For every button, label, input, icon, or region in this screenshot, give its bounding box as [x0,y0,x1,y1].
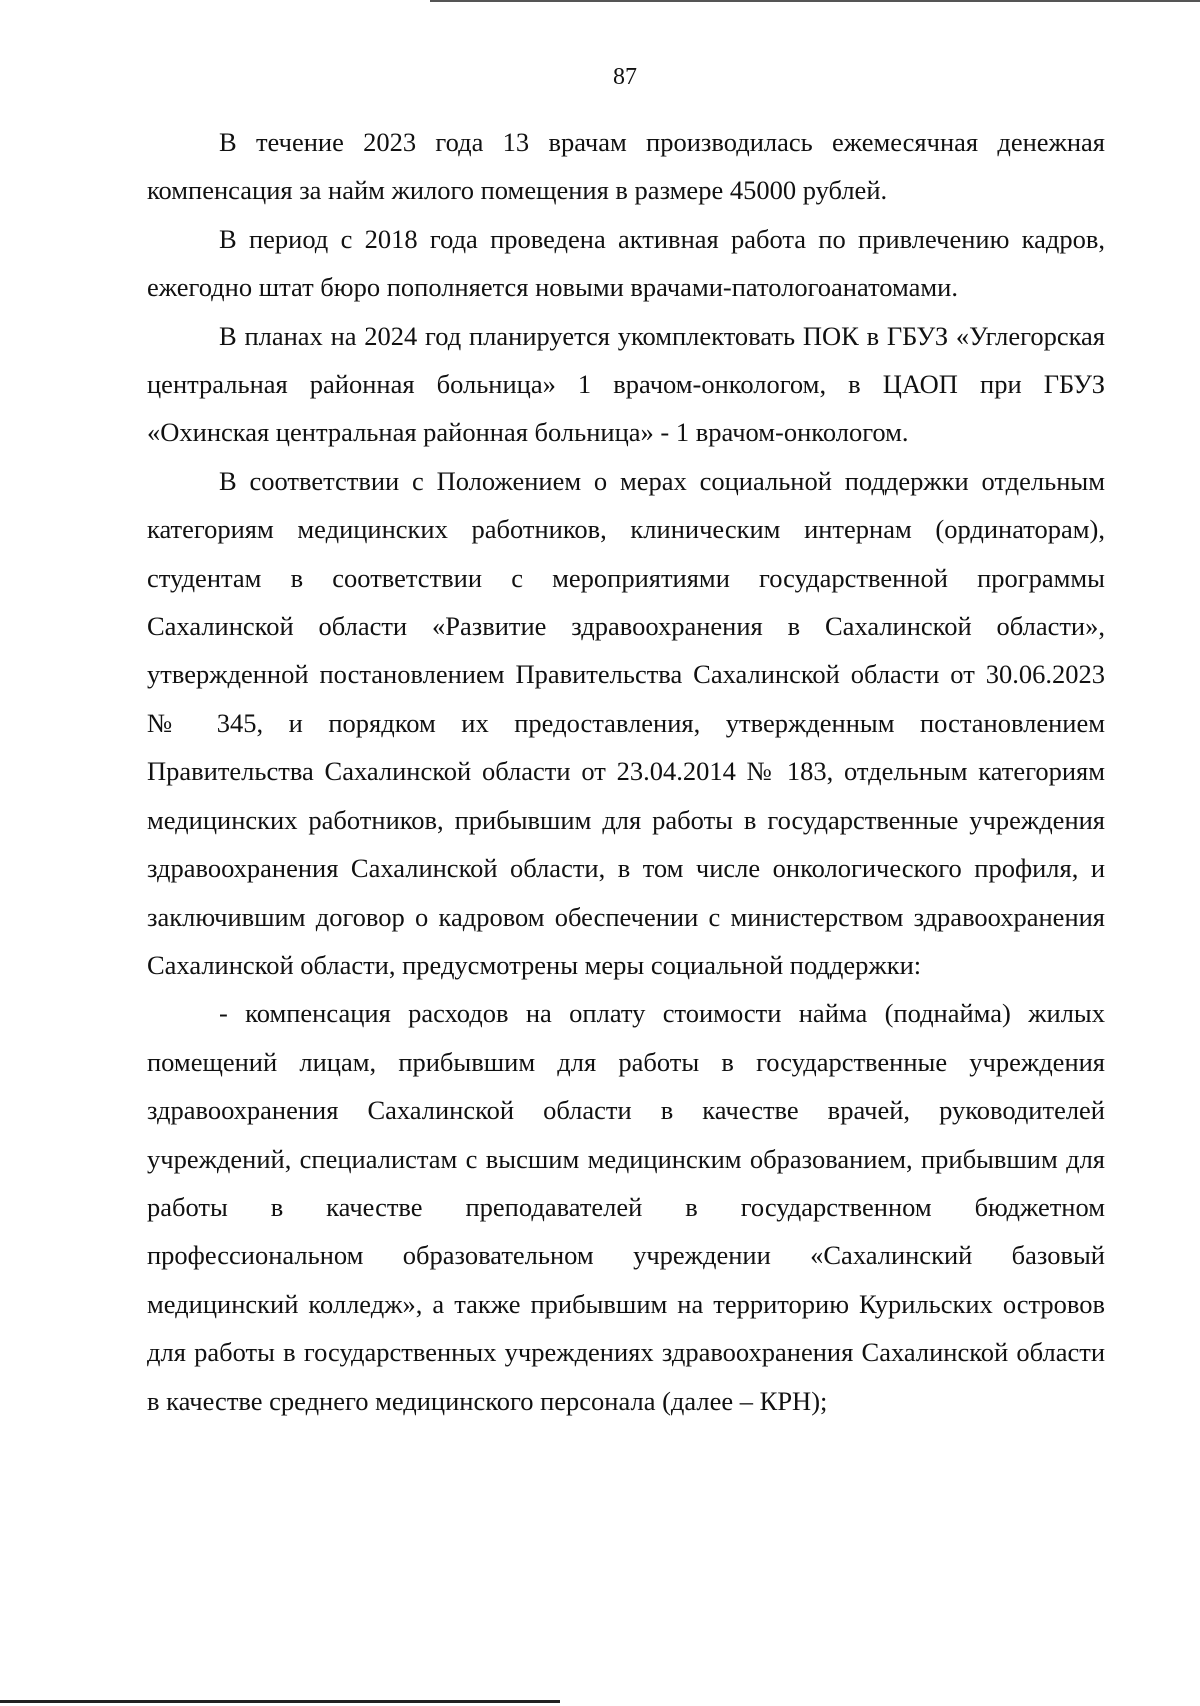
scan-bottom-edge [0,1700,560,1703]
paragraph-rent-compensation-item: - компенсация расходов на оплату стоимости найма (поднайма) жилых помещений лицам, прибывшим для работы в государственные учреждения здравоохранения Сахалинской области в качестве врачей, руководителей учреждений, специалистам с высшим медицинским образованием, прибывшим для работы в качестве преподавателей в государственном бюджетном профессиональном образовательном учреждении «Сахалинский базовый медицинский колледж», а также прибывшим на территорию Курильских островов для работы в государственных учреждениях здравоохранения Сахалинской области в качестве среднего медицинского персонала (далее – КРН); [147,998,1105,1416]
scan-top-edge [430,0,1200,2]
body-text [147,118,1105,1425]
paragraph-housing-compensation-2023: В течение 2023 года 13 врачам производилась ежемесячная денежная компенсация за найм жилого помещения в размере 45000 рублей. [147,127,1105,206]
paragraph-plans-2024: В планах на 2024 год планируется укомплектовать ПОК в ГБУЗ «Углегорская центральная районная больница» 1 врачом-онкологом, в ЦАОП при ГБУЗ «Охинская центральная районная больница» - 1 врачом-онкологом. [147,320,1105,448]
paragraph-staff-recruitment: В период с 2018 года проведена активная работа по привлечению кадров, ежегодно штат бюро пополняется новыми врачами-патологоанатомами. [147,223,1105,303]
page-number: 87 [613,64,637,90]
paragraph-social-support-regulation: В соответствии с Положением о мерах социальной поддержки отдельным категориям медицинских работников, клиническим интернам (ординаторам), студентам в соответствии с мероприятиями государственной программы Сахалинской области «Развитие здравоохранения в Сахалинской области», утвержденной постановлением Правительства Сахалинской области от 30.06.2023 № 345, и порядком их предоставления, утвержденным постановлением Правительства Сахалинской области от 23.04.2014 № 183, отдельным категориям медицинских работников, прибывшим для работы в государственные учреждения здравоохранения Сахалинской области, в том числе онкологического профиля, и заключившим договор о кадровом обеспечении с министерством здравоохранения Сахалинской области, предусмотрены меры социальной поддержки: [147,465,1105,980]
